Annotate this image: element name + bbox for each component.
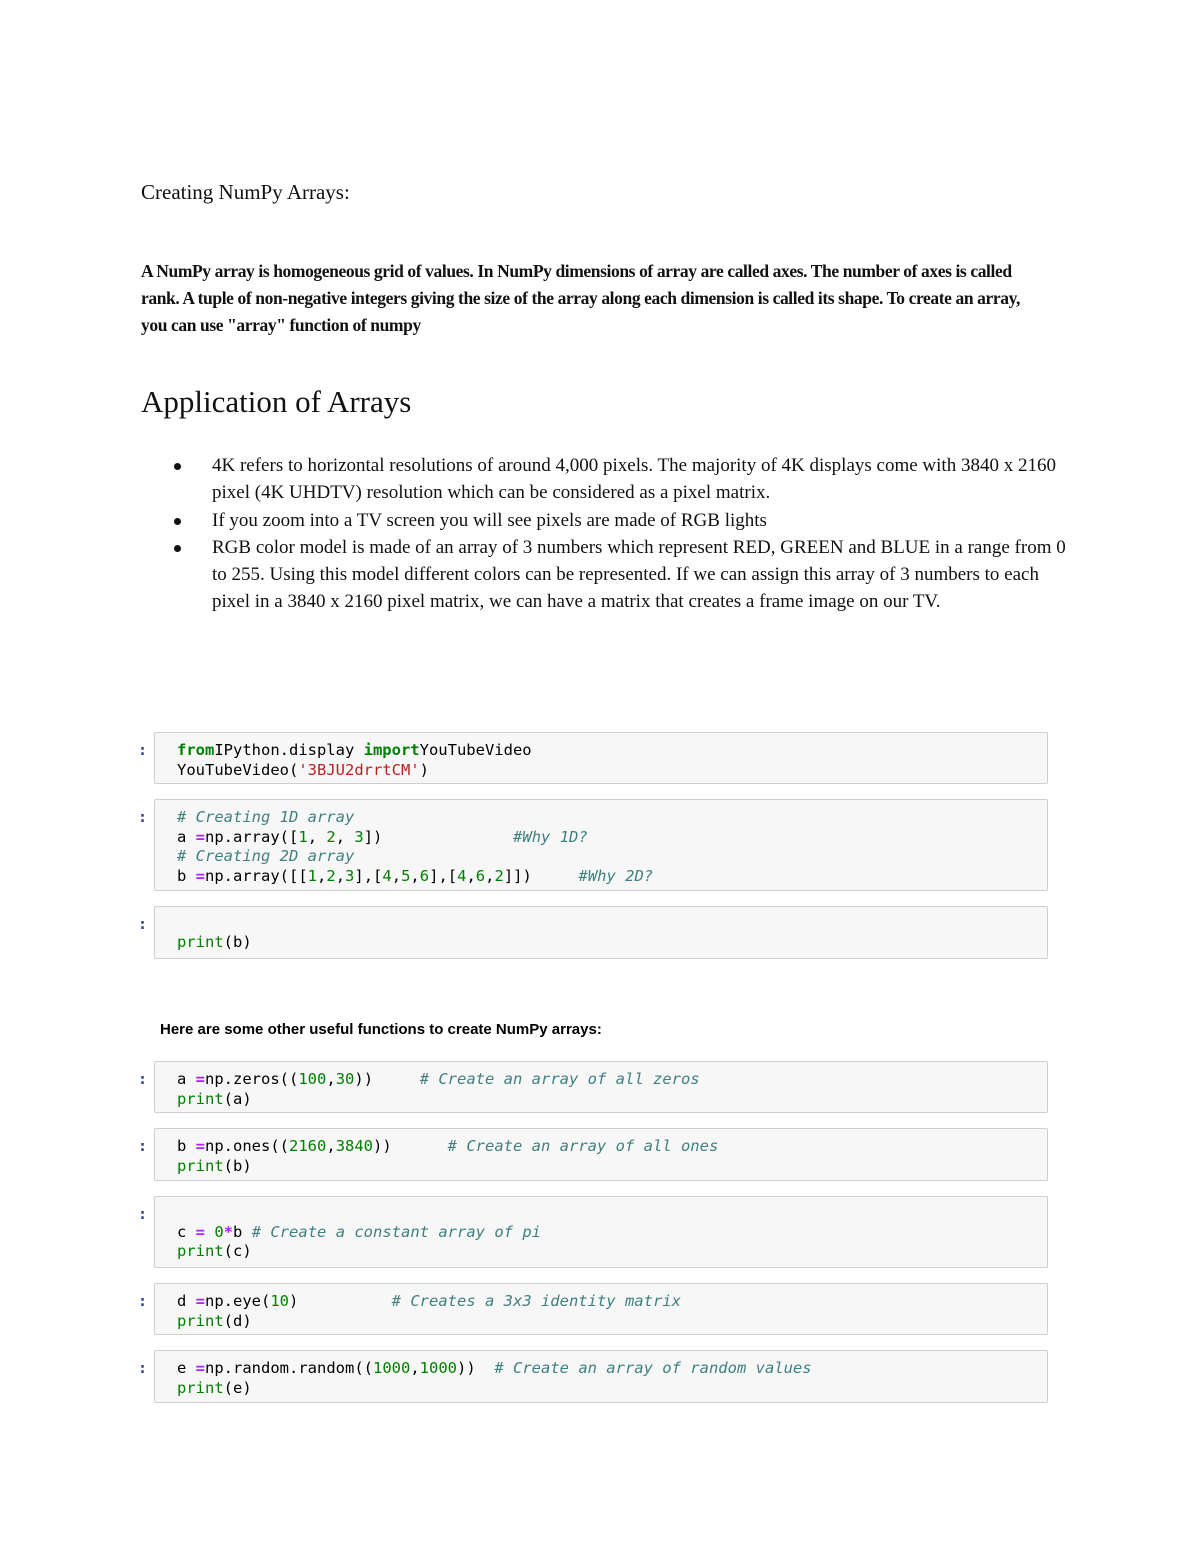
code-token: ]]) (503, 866, 579, 885)
code-token: np.array([ (205, 827, 299, 846)
code-token: )) (354, 1070, 420, 1088)
code-token: # Create an array of random values (494, 1359, 812, 1377)
code-text (177, 1137, 718, 1176)
cell-prompt: : (138, 1070, 148, 1088)
code-token: # Create an array of all ones (447, 1137, 719, 1155)
code-token: # Create a constant array of pi (251, 1222, 541, 1241)
code-token: import (363, 741, 420, 759)
code-token: np.ones(( (205, 1137, 290, 1155)
code-token: from (177, 741, 215, 759)
section-heading-creating-arrays: Creating NumPy Arrays: (141, 180, 350, 204)
code-token: = (195, 1292, 206, 1310)
code-token: = (195, 1137, 206, 1155)
section-heading-application: Application of Arrays (141, 384, 412, 419)
code-token: , (410, 1359, 420, 1377)
application-bullet-list (141, 452, 1071, 616)
code-text (177, 741, 532, 780)
code-token: (b) (223, 1156, 252, 1175)
cell-prompt: : (138, 1292, 148, 1310)
code-token: 3 (345, 866, 355, 885)
code-input-area[interactable] (154, 799, 1048, 891)
code-token: #Why 2D? (578, 866, 654, 885)
bullet-dot (174, 545, 181, 552)
code-text (177, 1070, 700, 1109)
code-token: 1 (298, 827, 308, 846)
code-token: # Creating 2D array (177, 847, 355, 865)
cell-prompt: : (138, 1137, 148, 1155)
bullet-text: 4K refers to horizontal resolutions of around 4,000 pixels. The majority of 4K displays come with 3840 x 2160 pixel (4K UHDTV) resolution which can be considered as a pixel matrix. (212, 455, 1056, 504)
code-token: a (177, 1070, 196, 1088)
code-token: 2 (326, 866, 336, 885)
code-token: b (233, 1222, 252, 1241)
code-token: print (177, 1156, 224, 1175)
code-token: IPython.display (214, 741, 364, 759)
code-token: , (335, 827, 355, 846)
code-input-area[interactable] (154, 1196, 1048, 1268)
code-token: 10 (270, 1292, 290, 1310)
code-cell[interactable] (138, 799, 1048, 891)
code-token: 0 (205, 1222, 224, 1241)
code-token: , (485, 866, 495, 885)
code-token: 3840 (335, 1137, 374, 1155)
code-token: YouTubeVideo (419, 741, 532, 759)
code-token: (d) (223, 1311, 252, 1330)
code-token: , (317, 866, 327, 885)
code-token: b (177, 866, 196, 885)
code-token: , (335, 866, 346, 885)
bullet-text: RGB color model is made of an array of 3 numbers which represent RED, GREEN and BLUE in a range from 0 to 255. Using this model different colors can be represented. If we can assign this array of 3 numbers to each pixel in a 3840 x 2160 pixel matrix, we can have a matrix that creates a frame image on our TV. (212, 536, 1066, 613)
bullet-text: If you zoom into a TV screen you will see pixels are made of RGB lights (212, 509, 767, 531)
bullet-item (141, 534, 1071, 616)
code-token: * (223, 1222, 234, 1241)
code-token: 5 (401, 866, 411, 885)
code-token: 30 (335, 1070, 355, 1088)
code-token: 2 (494, 866, 504, 885)
code-token: c (177, 1222, 196, 1241)
code-token: 1000 (419, 1359, 457, 1377)
code-token: e (177, 1359, 196, 1377)
code-token: 1000 (373, 1359, 411, 1377)
code-token: #Why 1D? (513, 827, 588, 846)
code-token: 100 (298, 1070, 327, 1088)
code-token: YouTubeVideo( (177, 760, 299, 779)
code-cell[interactable] (138, 1196, 1048, 1268)
code-cell[interactable] (138, 1350, 1048, 1403)
code-token: 4 (382, 866, 392, 885)
cell-prompt: : (138, 1205, 148, 1223)
code-token: print (177, 1242, 224, 1260)
code-token: 2 (326, 827, 336, 846)
code-token: ],[ (429, 866, 458, 885)
code-token: print (177, 1089, 224, 1108)
code-token: 2160 (289, 1137, 327, 1155)
code-token: = (195, 1222, 206, 1241)
cell-prompt: : (138, 915, 148, 933)
code-token: , (326, 1137, 336, 1155)
code-cell[interactable] (138, 1128, 1048, 1181)
code-text (177, 1359, 812, 1398)
code-token: 6 (475, 866, 486, 885)
bullet-dot (174, 518, 181, 525)
code-token: (e) (223, 1378, 252, 1397)
cell-prompt: : (138, 741, 148, 759)
code-text (177, 1292, 681, 1331)
code-token: 6 (419, 866, 430, 885)
code-token: '3BJU2drrtCM' (298, 760, 420, 779)
code-token: , (307, 827, 327, 846)
code-token: print (177, 1311, 224, 1330)
code-token: ) (419, 760, 429, 779)
code-token: )) (373, 1137, 448, 1155)
code-input-area[interactable] (154, 1350, 1048, 1403)
code-input-area[interactable] (154, 906, 1048, 959)
code-token: = (195, 1070, 206, 1088)
code-cell[interactable] (138, 732, 1048, 784)
code-token: , (391, 866, 402, 885)
code-token: )) (457, 1359, 495, 1377)
code-token: print (177, 932, 224, 951)
cell-prompt: : (138, 1359, 148, 1377)
code-token: (c) (223, 1242, 252, 1260)
code-token: # Creates a 3x3 identity matrix (391, 1292, 681, 1310)
bullet-dot (174, 463, 181, 470)
code-input-area[interactable] (154, 732, 1048, 784)
code-token: = (195, 827, 206, 846)
intro-paragraph: A NumPy array is homogeneous grid of values. In NumPy dimensions of array are called axes. The number of axes is called rank. A tuple of non-negative integers giving the size of the array along each dimension is called its shape. To create an array, you can use "array" function of numpy (141, 261, 1020, 335)
code-token: b (177, 1137, 196, 1155)
code-token: print (177, 1378, 224, 1397)
code-text (177, 808, 653, 886)
code-input-area[interactable] (154, 1128, 1048, 1181)
code-token: 4 (457, 866, 467, 885)
markdown-functions-heading: Here are some other useful functions to create NumPy arrays: (160, 1021, 602, 1038)
code-token: d (177, 1292, 196, 1310)
code-token: ],[ (354, 866, 383, 885)
bullet-item (141, 507, 1071, 534)
code-token: a (177, 827, 196, 846)
code-token: (a) (223, 1089, 252, 1108)
code-token: np.array([[ (205, 866, 308, 885)
code-token: 3 (354, 827, 364, 846)
code-token: , (410, 866, 420, 885)
code-cell[interactable] (138, 1061, 1048, 1113)
cell-prompt: : (138, 808, 148, 826)
code-token: (b) (223, 932, 252, 951)
code-token: = (195, 866, 206, 885)
code-token: ]) (363, 827, 514, 846)
code-cell[interactable] (138, 906, 1048, 959)
bullet-item (141, 452, 1071, 507)
code-token: 1 (307, 866, 318, 885)
code-token: np.eye( (205, 1292, 271, 1310)
code-token: = (195, 1359, 206, 1377)
code-text (177, 913, 252, 952)
code-token: # Creating 1D array (177, 808, 355, 826)
code-token: , (466, 866, 476, 885)
code-token: # Create an array of all zeros (419, 1070, 700, 1088)
code-input-area[interactable] (154, 1283, 1048, 1335)
code-token: np.random.random(( (205, 1359, 373, 1377)
code-token: ) (289, 1292, 392, 1310)
code-token: , (326, 1070, 336, 1088)
code-cell[interactable] (138, 1283, 1048, 1335)
code-token: np.zeros(( (205, 1070, 299, 1088)
code-input-area[interactable] (154, 1061, 1048, 1113)
code-text (177, 1203, 541, 1262)
